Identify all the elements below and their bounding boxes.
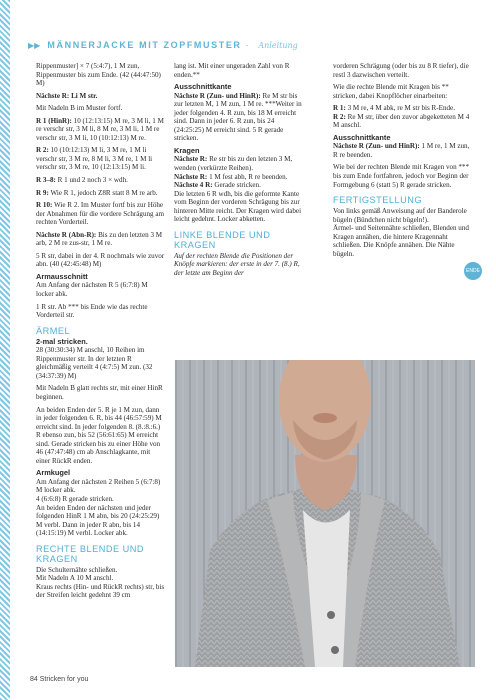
paragraph: An beiden Enden der 5. R je 1 M zun, dann in jeder folgenden 6. R, bis 44 (46:57:59) M erreicht sind. In jeder folgenden 8. (8.:8.:6.) R ebenso zun, bis 52 (56:61:65) M erreicht sind. Gerade stricken bis zu einer Höhe von 46 (47:47:48) cm ab Anschlagkante, mit einer RückR enden. — [36, 405, 162, 465]
section-heading-fertigstellung: FERTIGSTELLUNG — [333, 195, 423, 206]
column-3 — [333, 62, 473, 262]
paragraph: Nächste R: 1 M fest abh, R re beenden. — [174, 172, 288, 181]
paragraph: R 1 (HinR): 10 (12:13:15) M re, 3 M li, 1 M re verschr str, 3 M li, 8 M re, 3 M li, 1 M re verschr str, 3 M li, 10 (10:12:13) M re. — [36, 116, 164, 142]
section-heading-rechte-blende: RECHTE BLENDE UND KRAGEN — [36, 543, 145, 564]
paragraph: 4 (6:6:8) R gerade stricken. — [36, 494, 114, 503]
paragraph: R 3–8: R 1 und 2 noch 3 × wdh. — [36, 176, 128, 185]
column-1 — [36, 62, 166, 604]
paragraph: lang ist. Mit einer ungeraden Zahl von R enden.** — [174, 62, 290, 79]
paragraph: Am Anfang der nächsten R 5 (6:7:8) M locker abk. — [36, 281, 148, 299]
paragraph: Nächste R (Abn-R): Bis zu den letzten 3 M arb, 2 M re zus-str, 1 M re. — [36, 230, 163, 248]
header-script-label: Anleitung — [258, 41, 298, 50]
paragraph: Wie bei der rechten Blende mit Kragen von *** bis zum Ende fortfahren, jedoch vor Beginn der Formgebung 6 (statt 5) R gerade stricken. — [333, 163, 470, 189]
paragraph: 5 R str, dabei in der 4. R nochmals wie zuvor abn. (40 (42:45:48) M) — [36, 251, 165, 269]
paragraph: Ärmel- und Seitennähte schließen, Blenden und Kragen annähen, die hintere Kragennaht schließen. Die Knöpfe annähen. Die Nähte bügeln. — [333, 224, 469, 258]
paragraph: vorderen Schrägung (oder bis zu 8 R tiefer), die restl 3 dazwischen verteilt. — [333, 62, 469, 79]
paragraph: Nächste R: Li M str. — [36, 91, 98, 100]
paragraph: Von links gemäß Anweisung auf der Banderole bügeln (Bündchen nicht bügeln!). — [333, 207, 467, 224]
paragraph: Die letzten 6 R wdh, bis die geformte Kante vom Beginn der vorderen Schrägung bis zur hinteren Mitte reicht. Der Kragen wird dabei leicht gedehnt. Locker abketten. — [174, 189, 302, 224]
section-heading-ausschnittkante: Ausschnittkante — [333, 132, 391, 142]
paragraph: R 9: Wie R 1, jedoch Z8R statt 8 M re arb. — [36, 188, 158, 197]
paragraph: 28 (30:30:34) M anschl, 10 Reihen im Rippenmuster str. In der letzten R gleichmäßig verteilt 4 (4:7:5) M zun. (32 (34:37:39) M) — [36, 346, 153, 380]
double-arrow-icon: ▶▶ — [28, 41, 41, 50]
model-photo-illustration — [175, 360, 475, 667]
paragraph: R 10: Wie R 2. Im Muster fortf bis zur Höhe der Abnahmen für die vordere Schrägung am rechten Vorderteil. — [36, 201, 165, 227]
paragraph: Nächste R (Zun- und HinR): Re M str bis zur letzten M, 1 M zun, 1 M re. ***Weiter in jeder folgenden 4. R zun, bis 18 M erreicht sind. Dann in jeder 6. R zun, bis 24 (24:25:25) M erreicht sind. 5 R gerade stricken. — [174, 91, 302, 143]
section-heading-ausschnittkante: Ausschnittkante — [174, 82, 232, 92]
paragraph: 1 R str. Ab *** bis Ende wie das rechte Vorderteil str. — [36, 302, 148, 320]
section-heading-kragen: Kragen — [174, 145, 200, 155]
section-heading-aermel: ÄRMEL — [36, 325, 71, 336]
paragraph: Wie die rechte Blende mit Kragen bis ** stricken, dabei Knopflöcher einarbeiten: — [333, 83, 449, 100]
paragraph: Nächste R: Re str bis zu den letzten 3 M, wenden (verkürzte Reihen). — [174, 155, 293, 173]
paragraph: Mit Nadeln A 10 M anschl. — [36, 574, 114, 583]
paragraph: Mit Nadeln B glatt rechts str, mit einer HinR beginnen. — [36, 384, 163, 401]
header-title: MÄNNERJACKE MIT ZOPFMUSTER — [47, 40, 242, 50]
paragraph: Kraus rechts (Hin- und RückR rechts) str, bis der Streifen leicht gedehnt 39 cm — [36, 582, 165, 600]
page-header — [28, 40, 478, 54]
column-2 — [174, 62, 304, 281]
paragraph: Die Schulternähte schließen. — [36, 565, 118, 574]
subheading: 2-mal stricken. — [36, 336, 88, 346]
end-marker-badge: ENDE — [464, 262, 482, 280]
paragraph: Nächste 4 R: Gerade stricken. — [174, 181, 261, 190]
section-heading-armkugel: Armkugel — [36, 468, 71, 478]
paragraph: R 2: Re M str, über den zuvor abgeketteten M 4 M anschl. — [333, 112, 470, 130]
paragraph: Auf der rechten Blende die Positionen der Knöpfe markieren: der erste in der 7. (8.) R, der letzte am Beginn der — [174, 251, 300, 277]
paragraph: R 2: 10 (10:12:13) M li, 3 M re, 1 M li verschr str, 3 M re, 8 M li, 3 M re, 1 M li verschr str, 3 M re, 10 (12:13:15) M li. — [36, 146, 153, 172]
section-heading-linke-blende: LINKE BLENDE UND KRAGEN — [174, 229, 271, 250]
paragraph: Nächste R (Zun- und HinR): 1 M re, 1 M zun, R re beenden. — [333, 142, 470, 159]
paragraph: Am Anfang der nächsten 2 Reihen 5 (6:7:8) M locker abk. — [36, 477, 161, 495]
paragraph: Rippenmuster] × 7 (5:4:7), 1 M zun, Rippenmuster bis zum Ende. (42 (44:47:50) M) — [36, 62, 161, 88]
decorative-side-stripe — [0, 0, 10, 700]
model-photo — [175, 360, 475, 667]
paragraph: R 1: 3 M re, 4 M abk, re M str bis R-Ende. — [333, 104, 455, 113]
section-heading-armausschnitt: Armausschnitt — [36, 271, 88, 281]
paragraph: An beiden Enden der nächsten und jeder folgenden HinR 1 M abn, bis 20 (24:25:29) M verbl. Dann in jeder R abn, bis 14 (14:15:19) M verbl. Locker abk. — [36, 503, 160, 538]
paragraph: Mit Nadeln B im Muster fortf. — [36, 104, 123, 113]
page-footer: 84 Stricken for you — [30, 676, 89, 683]
header-separator: · — [245, 40, 251, 50]
